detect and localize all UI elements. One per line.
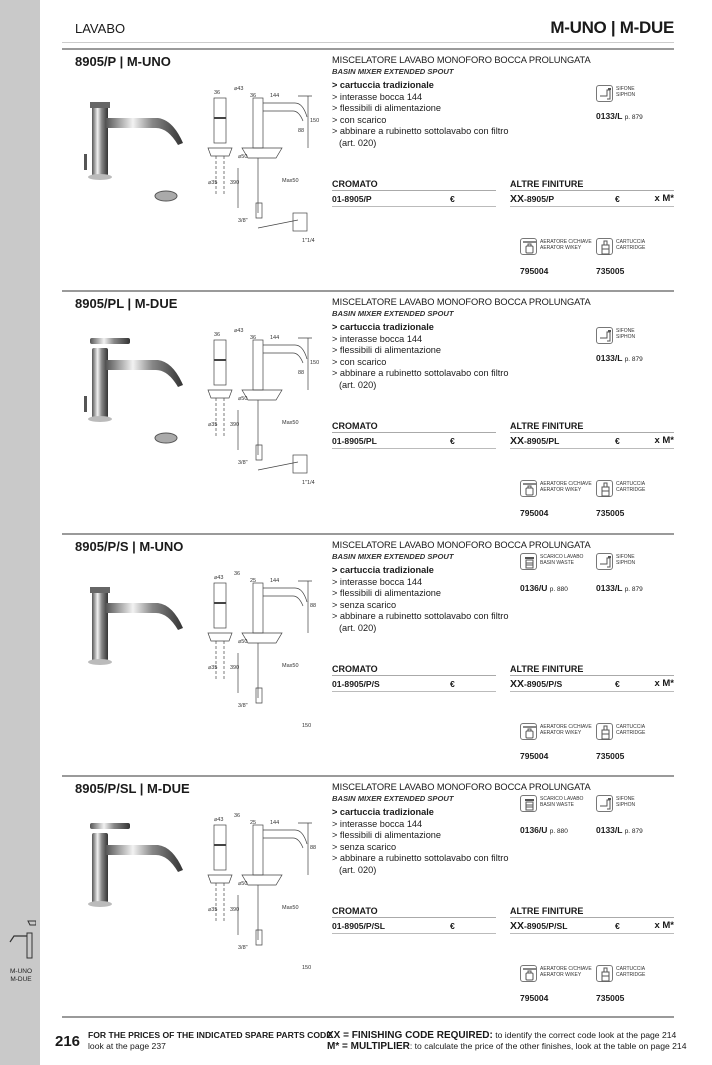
- cromato-row[interactable]: [332, 679, 496, 692]
- feature-bullet: > cartuccia tradizionale: [332, 807, 434, 817]
- sidebar-label-line1: M-UNO: [9, 968, 33, 975]
- accessory-siphon[interactable]: [596, 795, 676, 835]
- spare-part-aerator[interactable]: [520, 238, 596, 278]
- dimension-label: 144: [270, 93, 280, 99]
- feature-bullet: > interasse bocca 144: [332, 91, 423, 102]
- dimension-label: Max50: [282, 663, 299, 669]
- altre-finiture-code: [510, 193, 554, 205]
- feature-bullet: > interasse bocca 144: [332, 818, 423, 829]
- spare-part-label: [540, 966, 592, 978]
- accessory-siphon[interactable]: [596, 553, 676, 593]
- dimension-label: ⌀50: [238, 154, 248, 160]
- dimension-label: ⌀35: [208, 180, 218, 186]
- spare-part-label: [616, 966, 645, 978]
- product-title: 8905/P/S | M-UNO: [75, 539, 184, 554]
- spare-part-label-en: CARTRIDGE: [616, 730, 646, 736]
- spare-part-aerator[interactable]: [520, 965, 596, 1005]
- cartridge-icon: [596, 238, 613, 255]
- dimension-label: 88: [310, 845, 317, 851]
- feature-bullet: (art. 020): [339, 865, 377, 875]
- spare-part-code: 735005: [596, 508, 625, 518]
- feature-bullet: > abbinare a rubinetto sottolavabo con filtro: [332, 611, 509, 622]
- dimension-label: ⌀50: [238, 396, 248, 402]
- product-title: 8905/PL | M-DUE: [75, 296, 178, 311]
- altre-price-currency: €: [615, 679, 620, 689]
- spare-parts-note-text: look at the page 237: [88, 1041, 166, 1051]
- altre-finiture-header: ALTRE FINITURE: [510, 421, 674, 433]
- siphon-icon: [596, 795, 613, 812]
- accessory-label: [616, 328, 635, 340]
- dimension-label: 36: [234, 571, 241, 577]
- product-block: [0, 775, 712, 1015]
- cromato-price-currency: €: [450, 436, 455, 446]
- spare-parts-note-title: FOR THE PRICES OF THE INDICATED SPARE PARTS CODE: [88, 1030, 332, 1040]
- dimension-label: ⌀50: [238, 881, 248, 887]
- spare-part-code: 735005: [596, 266, 625, 276]
- feature-bullet: (art. 020): [339, 138, 377, 148]
- product-block: [0, 48, 712, 288]
- dimension-label: Max50: [282, 905, 299, 911]
- accessory-code: [596, 583, 643, 593]
- product-divider: [62, 290, 674, 292]
- dimension-label: ⌀35: [208, 907, 218, 913]
- product-photo: [78, 88, 193, 218]
- finish-code-suffix: -8905/P/SL: [524, 921, 568, 931]
- dimension-label: 3/8": [238, 945, 248, 951]
- finish-code-prefix: XX: [510, 435, 525, 447]
- cromato-row[interactable]: [332, 436, 496, 449]
- accessory-label: [616, 796, 635, 808]
- sidebar-label-line2: M-DUE: [10, 976, 32, 983]
- aerator-icon: [520, 238, 537, 255]
- cromato-code: 01-8905/P: [332, 194, 372, 204]
- product-block: [0, 533, 712, 773]
- dimension-label: 390: [230, 907, 240, 913]
- spare-part-code: 795004: [520, 751, 549, 761]
- finish-code-prefix: XX: [510, 678, 525, 690]
- multiplier-label: x M*: [654, 193, 674, 204]
- accessory-label-en: SIPHON: [616, 560, 636, 566]
- product-description-subtitle: BASIN MIXER EXTENDED SPOUT: [332, 309, 454, 318]
- spare-part-label-it: AERATORE C/CHIAVE: [540, 481, 592, 487]
- altre-finiture-row[interactable]: [510, 679, 674, 692]
- product-description-subtitle: BASIN MIXER EXTENDED SPOUT: [332, 67, 454, 76]
- multiplier-label: x M*: [654, 920, 674, 931]
- section-title: LAVABO: [75, 21, 126, 36]
- spare-part-label-it: AERATORE C/CHIAVE: [540, 966, 592, 972]
- product-divider: [62, 775, 674, 777]
- accessory-code-value: 0133/L: [596, 353, 623, 363]
- dimension-label: 1"1/4: [302, 480, 315, 486]
- spare-part-aerator[interactable]: [520, 480, 596, 520]
- altre-finiture-row[interactable]: [510, 921, 674, 934]
- product-photo: [78, 573, 193, 703]
- feature-bullet: > abbinare a rubinetto sottolavabo con filtro: [332, 126, 509, 137]
- accessory-code-value: 0133/L: [596, 111, 623, 121]
- spare-part-label-it: AERATORE C/CHIAVE: [540, 239, 592, 245]
- dimension-label: 36: [214, 90, 221, 96]
- product-divider: [62, 48, 674, 50]
- altre-price-currency: €: [615, 436, 620, 446]
- xx-legend-title: XX = FINISHING CODE REQUIRED:: [327, 1030, 493, 1041]
- spare-part-label-en: CARTRIDGE: [616, 245, 646, 251]
- spare-part-code: 735005: [596, 993, 625, 1003]
- accessory-label: [540, 554, 583, 566]
- accessory-label: [540, 796, 583, 808]
- accessory-label: [616, 86, 635, 98]
- product-description-title: MISCELATORE LAVABO MONOFORO BOCCA PROLUNGATA: [332, 540, 591, 550]
- collection-title: M-UNO | M-DUE: [550, 18, 674, 37]
- altre-finiture-code: [510, 920, 567, 932]
- spare-part-label-it: CARTUCCIA: [616, 481, 646, 487]
- spare-parts-note: [88, 1030, 332, 1052]
- dimension-label: 150: [302, 723, 312, 729]
- finish-code-prefix: XX: [510, 193, 525, 205]
- spare-part-code: 795004: [520, 508, 549, 518]
- feature-bullet: > cartuccia tradizionale: [332, 565, 434, 575]
- siphon-icon: [596, 553, 613, 570]
- cromato-price-currency: €: [450, 921, 455, 931]
- spare-part-label: [616, 481, 645, 493]
- accessory-page-ref: p. 879: [624, 586, 643, 593]
- spare-part-label-it: AERATORE C/CHIAVE: [540, 724, 592, 730]
- accessory-code: [596, 825, 643, 835]
- accessory-label-it: SIFONE: [616, 554, 635, 560]
- dimension-label: 144: [270, 820, 280, 826]
- technical-drawing: [198, 320, 323, 486]
- feature-bullet: > con scarico: [332, 356, 387, 367]
- spare-part-cartridge[interactable]: [596, 480, 672, 520]
- dimension-label: Max50: [282, 420, 299, 426]
- multiplier-legend-title: M* = MULTIPLIER: [327, 1041, 410, 1052]
- product-description-title: MISCELATORE LAVABO MONOFORO BOCCA PROLUNGATA: [332, 782, 591, 792]
- product-description-subtitle: BASIN MIXER EXTENDED SPOUT: [332, 552, 454, 561]
- spare-part-code: 735005: [596, 751, 625, 761]
- page-number: 216: [55, 1033, 81, 1050]
- accessory-code-value: 0133/L: [596, 583, 623, 593]
- dimension-label: 25: [250, 820, 257, 826]
- accessory-code: [520, 825, 568, 835]
- xx-legend-text: to identify the correct code look at the page 214: [492, 1030, 677, 1040]
- dimension-label: ⌀43: [214, 575, 224, 581]
- dimension-label: 150: [310, 360, 320, 366]
- feature-bullet: > cartuccia tradizionale: [332, 322, 434, 332]
- cromato-code: 01-8905/PL: [332, 436, 377, 446]
- feature-bullet: > flessibili di alimentazione: [332, 103, 442, 114]
- feature-bullet: > flessibili di alimentazione: [332, 830, 442, 841]
- dimension-label: 36: [250, 93, 257, 99]
- spare-part-label: [540, 481, 592, 493]
- finish-code-suffix: -8905/PL: [524, 436, 560, 446]
- accessory-label-en: BASIN WASTE: [540, 802, 574, 808]
- dimension-label: 88: [310, 603, 317, 609]
- spare-part-label: [540, 239, 592, 251]
- dimension-label: ⌀50: [238, 639, 248, 645]
- dimension-label: 144: [270, 578, 280, 584]
- dimension-label: 88: [298, 128, 305, 134]
- accessory-code: [596, 111, 643, 121]
- siphon-icon: [596, 327, 613, 344]
- cromato-header: CROMATO: [332, 421, 496, 433]
- cromato-header: CROMATO: [332, 664, 496, 676]
- accessory-basin-waste[interactable]: [520, 795, 600, 835]
- feature-bullet: (art. 020): [339, 623, 377, 633]
- altre-price-currency: €: [615, 194, 620, 204]
- cartridge-icon: [596, 723, 613, 740]
- accessory-page-ref: p. 879: [624, 356, 643, 363]
- dimension-label: 3/8": [238, 460, 248, 466]
- multiplier-label: x M*: [654, 435, 674, 446]
- accessory-label-it: SCARICO LAVABO: [540, 796, 584, 802]
- feature-bullet: > flessibili di alimentazione: [332, 588, 442, 599]
- technical-drawing: [198, 805, 323, 971]
- dimension-label: 390: [230, 422, 240, 428]
- spare-part-label-en: CARTRIDGE: [616, 972, 646, 978]
- spare-part-label-en: AERATOR W/KEY: [540, 730, 582, 736]
- spare-part-label: [616, 239, 645, 251]
- feature-bullet: > abbinare a rubinetto sottolavabo con filtro: [332, 368, 509, 379]
- dimension-label: 144: [270, 335, 280, 341]
- accessory-label-en: SIPHON: [616, 92, 636, 98]
- feature-bullet: > senza scarico: [332, 841, 397, 852]
- feature-bullet: > senza scarico: [332, 599, 397, 610]
- product-description-title: MISCELATORE LAVABO MONOFORO BOCCA PROLUNGATA: [332, 55, 591, 65]
- spare-part-label-it: CARTUCCIA: [616, 724, 646, 730]
- cromato-price-currency: €: [450, 679, 455, 689]
- dimension-label: 88: [298, 370, 305, 376]
- cromato-header: CROMATO: [332, 906, 496, 918]
- altre-finiture-header: ALTRE FINITURE: [510, 179, 674, 191]
- dimension-label: 36: [214, 332, 221, 338]
- accessory-code: [596, 353, 643, 363]
- accessory-label-en: BASIN WASTE: [540, 560, 574, 566]
- finish-code-suffix: -8905/P/S: [524, 679, 563, 689]
- dimension-label: ⌀43: [234, 328, 244, 334]
- accessory-page-ref: p. 879: [624, 114, 643, 121]
- dimension-label: ⌀43: [214, 817, 224, 823]
- product-title: 8905/P | M-UNO: [75, 54, 171, 69]
- accessory-page-ref: p. 879: [624, 828, 643, 835]
- accessory-siphon[interactable]: [596, 85, 676, 125]
- accessory-code-value: 0136/U: [520, 583, 548, 593]
- product-title: 8905/P/SL | M-DUE: [75, 781, 190, 796]
- finish-code-suffix: -8905/P: [524, 194, 555, 204]
- spare-part-label-it: CARTUCCIA: [616, 966, 646, 972]
- spare-part-cartridge[interactable]: [596, 723, 672, 763]
- footer-divider: [62, 1016, 674, 1018]
- dimension-label: 25: [250, 578, 257, 584]
- feature-bullet: (art. 020): [339, 380, 377, 390]
- technical-drawing: [198, 78, 323, 244]
- altre-finiture-header: ALTRE FINITURE: [510, 906, 674, 918]
- dimension-label: 150: [302, 965, 312, 971]
- siphon-icon: [596, 85, 613, 102]
- dimension-label: ⌀43: [234, 86, 244, 92]
- spare-part-label-it: CARTUCCIA: [616, 239, 646, 245]
- cromato-row[interactable]: [332, 194, 496, 207]
- altre-finiture-code: [510, 678, 562, 690]
- accessory-code: [520, 583, 568, 593]
- accessory-page-ref: p. 880: [549, 828, 568, 835]
- basin-waste-icon: [520, 553, 537, 570]
- cromato-price-currency: €: [450, 194, 455, 204]
- altre-finiture-row[interactable]: [510, 436, 674, 449]
- dimension-label: 3/8": [238, 703, 248, 709]
- accessory-label-en: SIPHON: [616, 334, 636, 340]
- accessory-label-it: SCARICO LAVABO: [540, 554, 584, 560]
- dimension-label: 36: [250, 335, 257, 341]
- accessory-code-value: 0133/L: [596, 825, 623, 835]
- spare-part-label-en: AERATOR W/KEY: [540, 487, 582, 493]
- spare-part-code: 795004: [520, 266, 549, 276]
- dimension-label: 150: [310, 118, 320, 124]
- spare-part-label-en: AERATOR W/KEY: [540, 245, 582, 251]
- product-photo: [78, 330, 193, 460]
- spare-part-label-en: AERATOR W/KEY: [540, 972, 582, 978]
- altre-price-currency: €: [615, 921, 620, 931]
- dimension-label: 3/8": [238, 218, 248, 224]
- altre-finiture-row[interactable]: [510, 194, 674, 207]
- spare-part-label: [616, 724, 645, 736]
- accessory-label-it: SIFONE: [616, 86, 635, 92]
- product-block: [0, 290, 712, 530]
- altre-finiture-code: [510, 435, 559, 447]
- feature-bullet: > con scarico: [332, 114, 387, 125]
- feature-bullet: > cartuccia tradizionale: [332, 80, 434, 90]
- codes-legend: [327, 1030, 687, 1052]
- accessory-label-it: SIFONE: [616, 796, 635, 802]
- dimension-label: 1"1/4: [302, 238, 315, 244]
- feature-bullet: > abbinare a rubinetto sottolavabo con filtro: [332, 853, 509, 864]
- accessory-page-ref: p. 880: [549, 586, 568, 593]
- cartridge-icon: [596, 480, 613, 497]
- cromato-row[interactable]: [332, 921, 496, 934]
- aerator-icon: [520, 480, 537, 497]
- aerator-icon: [520, 723, 537, 740]
- feature-bullet: > interasse bocca 144: [332, 333, 423, 344]
- dimension-label: 390: [230, 180, 240, 186]
- aerator-icon: [520, 965, 537, 982]
- dimension-label: Max50: [282, 178, 299, 184]
- multiplier-label: x M*: [654, 678, 674, 689]
- dimension-label: ⌀35: [208, 422, 218, 428]
- product-description-subtitle: BASIN MIXER EXTENDED SPOUT: [332, 794, 454, 803]
- accessory-label-en: SIPHON: [616, 802, 636, 808]
- cromato-code: 01-8905/P/SL: [332, 921, 386, 931]
- dimension-label: 36: [234, 813, 241, 819]
- basin-waste-icon: [520, 795, 537, 812]
- cromato-code: 01-8905/P/S: [332, 679, 380, 689]
- dimension-label: 390: [230, 665, 240, 671]
- spare-part-cartridge[interactable]: [596, 965, 672, 1005]
- product-description-title: MISCELATORE LAVABO MONOFORO BOCCA PROLUNGATA: [332, 297, 591, 307]
- product-photo: [78, 815, 193, 945]
- cromato-header: CROMATO: [332, 179, 496, 191]
- spare-part-label-en: CARTRIDGE: [616, 487, 646, 493]
- finish-code-prefix: XX: [510, 920, 525, 932]
- header-divider: [62, 42, 674, 43]
- product-divider: [62, 533, 674, 535]
- cartridge-icon: [596, 965, 613, 982]
- feature-bullet: > interasse bocca 144: [332, 576, 423, 587]
- feature-bullet: > flessibili di alimentazione: [332, 345, 442, 356]
- accessory-label: [616, 554, 635, 566]
- accessory-siphon[interactable]: [596, 327, 676, 367]
- spare-part-cartridge[interactable]: [596, 238, 672, 278]
- multiplier-legend-text: : to calculate the price of the other finishes, look at the table on page 214: [409, 1041, 687, 1051]
- accessory-code-value: 0136/U: [520, 825, 548, 835]
- dimension-label: ⌀35: [208, 665, 218, 671]
- spare-part-aerator[interactable]: [520, 723, 596, 763]
- accessory-label-it: SIFONE: [616, 328, 635, 334]
- spare-part-label: [540, 724, 592, 736]
- altre-finiture-header: ALTRE FINITURE: [510, 664, 674, 676]
- technical-drawing: [198, 563, 323, 729]
- accessory-basin-waste[interactable]: [520, 553, 600, 593]
- spare-part-code: 795004: [520, 993, 549, 1003]
